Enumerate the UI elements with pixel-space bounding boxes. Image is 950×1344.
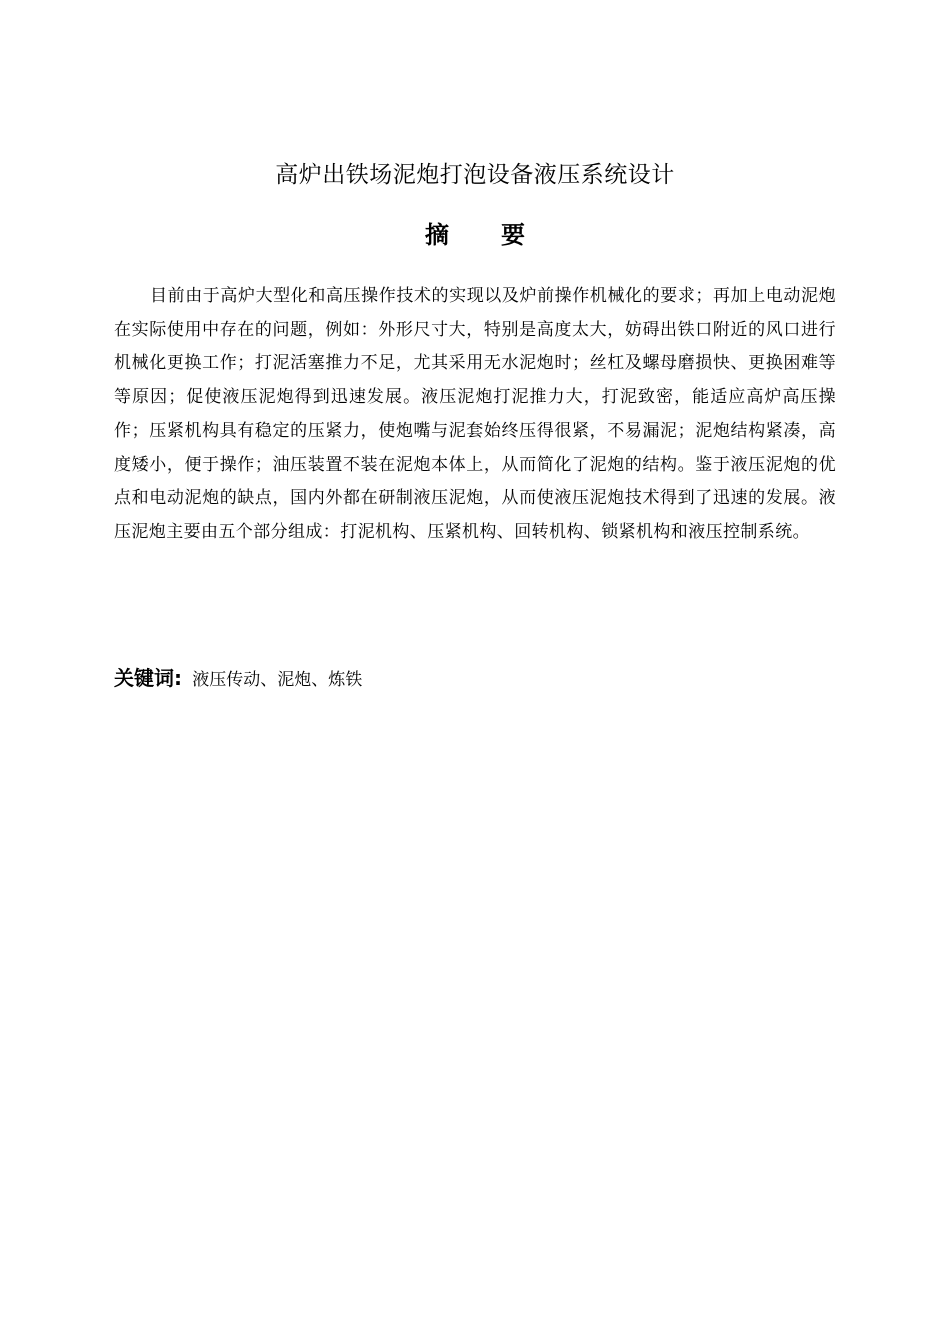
abstract-heading-char-2: 要 bbox=[501, 221, 525, 249]
abstract-heading bbox=[0, 216, 950, 254]
abstract-body: 目前由于高炉大型化和高压操作技术的实现以及炉前操作机械化的要求；再加上电动泥炮在实际使用中存在的问题，例如：外形尺寸大，特别是高度太大，妨碍出铁口附近的风口进行机械化更换工作；打泥活塞推力不足，尤其采用无水泥炮时；丝杠及螺母磨损快、更换困难等等原因；促使液压泥炮得到迅速发展。液压泥炮打泥推力大，打泥致密，能适应高炉高压操作；压紧机构具有稳定的压紧力，使炮嘴与泥套始终压得很紧，不易漏泥；泥炮结构紧凑，高度矮小，便于操作；油压装置不装在泥炮本体上，从而简化了泥炮的结构。鉴于液压泥炮的优点和电动泥炮的缺点，国内外都在研制液压泥炮，从而使液压泥炮技术得到了迅速的发展。液压泥炮主要由五个部分组成：打泥机构、压紧机构、回转机构、锁紧机构和液压控制系统。 bbox=[114, 286, 836, 542]
abstract-heading-char-1: 摘 bbox=[425, 221, 449, 249]
document-title: 高炉出铁场泥炮打泡设备液压系统设计 bbox=[275, 162, 675, 188]
keywords-value: 液压传动、泥炮、炼铁 bbox=[192, 670, 363, 690]
keywords-line bbox=[114, 660, 836, 698]
keywords-label: 关键词: bbox=[114, 666, 182, 690]
